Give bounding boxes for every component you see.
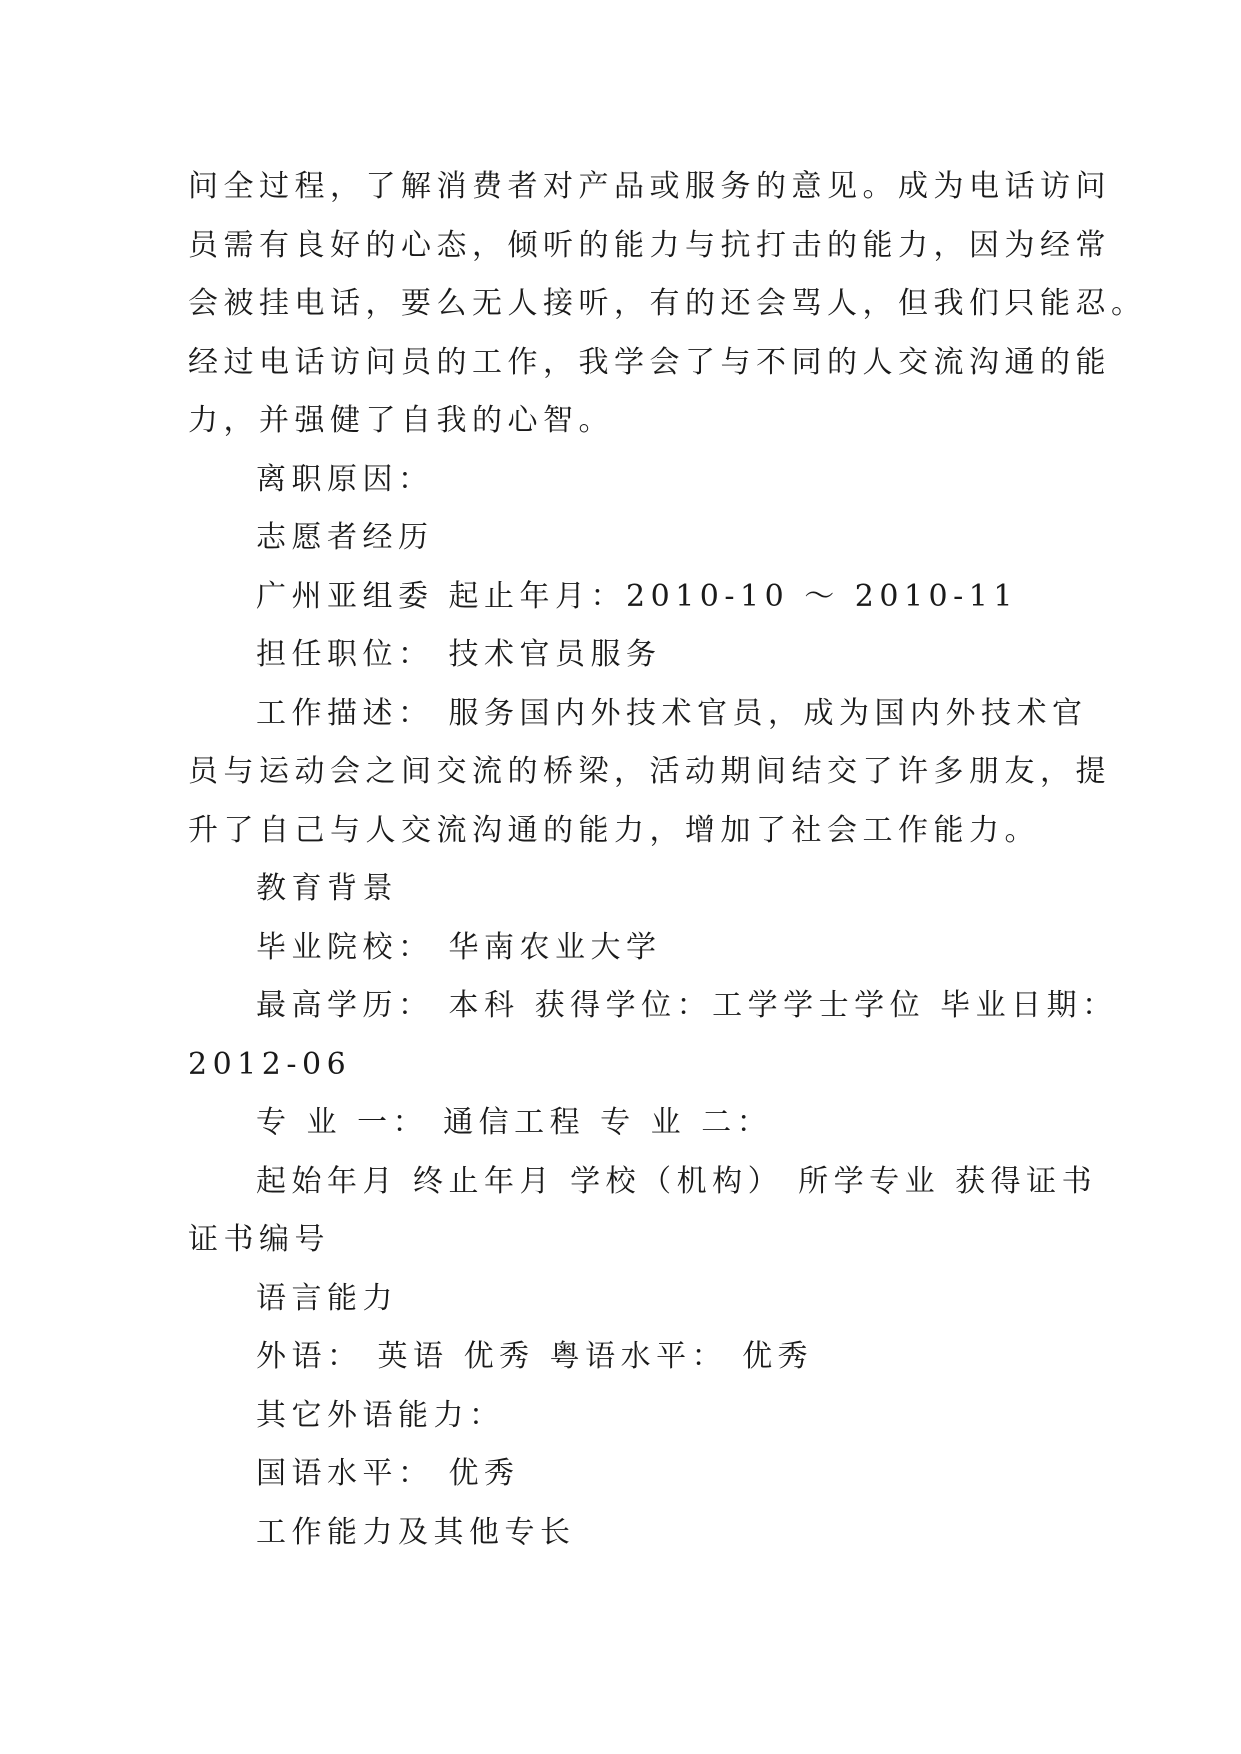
resignation-reason-label: 离职原因： <box>256 461 434 497</box>
body-line: 员与运动会之间交流的桥梁，活动期间结交了许多朋友，提 <box>188 754 1111 789</box>
body-line: 员需有良好的心态，倾听的能力与抗打击的能力，因为经常 <box>188 227 1111 263</box>
document-body <box>188 158 1147 1562</box>
education-table-header-cont: 证书编号 <box>188 1222 330 1257</box>
majors: 专 业 一： 通信工程 专 业 二： <box>256 1105 773 1140</box>
graduation-date: 2012-06 <box>188 1046 352 1082</box>
skills-section-heading: 工作能力及其他专长 <box>256 1514 576 1550</box>
body-line: 问全过程，了解消费者对产品或服务的意见。成为电话访问 <box>188 169 1111 204</box>
language-section-heading: 语言能力 <box>256 1280 398 1316</box>
volunteer-description: 工作描述： 服务国内外技术官员，成为国内外技术官 <box>256 695 1088 731</box>
foreign-language: 外语： 英语 优秀 粤语水平： 优秀 <box>256 1339 814 1374</box>
body-line: 会被挂电话，要么无人接听，有的还会骂人，但我们只能忍。 <box>188 286 1147 321</box>
body-line: 经过电话访问员的工作，我学会了与不同的人交流沟通的能 <box>188 344 1111 380</box>
volunteer-org-dates: 广州亚组委 起止年月：2010-10 ～ 2010-11 <box>256 578 1018 614</box>
other-language: 其它外语能力： <box>256 1397 505 1433</box>
mandarin-level: 国语水平： 优秀 <box>256 1456 520 1491</box>
highest-degree: 最高学历： 本科 获得学位：工学学士学位 毕业日期： <box>256 988 1118 1023</box>
body-line: 力，并强健了自我的心智。 <box>188 403 614 438</box>
education-section-heading: 教育背景 <box>256 871 398 906</box>
body-line: 升了自己与人交流沟通的能力，增加了社会工作能力。 <box>188 812 1040 848</box>
volunteer-position: 担任职位： 技术官员服务 <box>256 637 662 672</box>
volunteer-section-heading: 志愿者经历 <box>256 520 434 555</box>
graduation-school: 毕业院校： 华南农业大学 <box>256 929 662 965</box>
education-table-header: 起始年月 终止年月 学校（机构） 所学专业 获得证书 <box>256 1163 1098 1199</box>
